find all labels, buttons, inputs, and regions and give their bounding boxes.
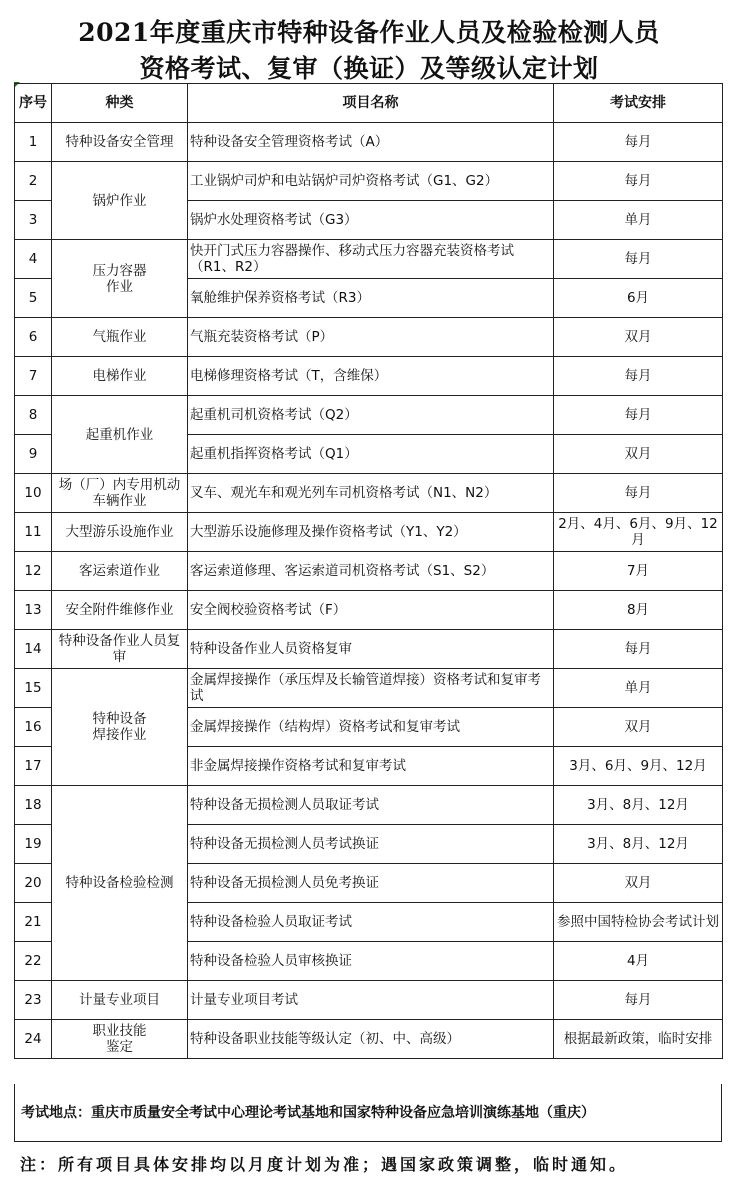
table-row — [15, 630, 723, 669]
table-row — [15, 786, 723, 825]
row-schedule: 4月 — [554, 942, 723, 981]
header-item: 项目名称 — [188, 84, 554, 123]
header-schedule: 考试安排 — [554, 84, 723, 123]
row-schedule: 7月 — [554, 552, 723, 591]
row-category: 大型游乐设施作业 — [52, 513, 188, 552]
page-title-line1: 2021年度重庆市特种设备作业人员及检验检测人员 — [78, 18, 660, 47]
row-number: 14 — [15, 630, 52, 669]
row-number: 4 — [15, 240, 52, 279]
row-schedule: 每月 — [554, 474, 723, 513]
row-category: 特种设备 焊接作业 — [52, 669, 188, 786]
row-item-name: 特种设备无损检测人员考试换证 — [188, 825, 554, 864]
row-item-name: 非金属焊接操作资格考试和复审考试 — [188, 747, 554, 786]
row-category: 职业技能 鉴定 — [52, 1020, 188, 1059]
row-number: 18 — [15, 786, 52, 825]
row-item-name: 特种设备职业技能等级认定（初、中、高级） — [188, 1020, 554, 1059]
row-number: 17 — [15, 747, 52, 786]
footer-note: 注：所有项目具体安排均以月度计划为准；遇国家政策调整，临时通知。 — [20, 1155, 629, 1174]
row-schedule: 每月 — [554, 162, 723, 201]
row-number: 7 — [15, 357, 52, 396]
row-number: 15 — [15, 669, 52, 708]
table-row — [15, 552, 723, 591]
row-item-name: 特种设备无损检测人员取证考试 — [188, 786, 554, 825]
row-item-name: 客运索道修理、客运索道司机资格考试（S1、S2） — [188, 552, 554, 591]
row-schedule: 单月 — [554, 201, 723, 240]
row-number: 9 — [15, 435, 52, 474]
row-number: 20 — [15, 864, 52, 903]
row-schedule: 根据最新政策，临时安排 — [554, 1020, 723, 1059]
row-item-name: 工业锅炉司炉和电站锅炉司炉资格考试（G1、G2） — [188, 162, 554, 201]
row-schedule: 每月 — [554, 396, 723, 435]
row-category: 场（厂）内专用机动车辆作业 — [52, 474, 188, 513]
row-schedule: 每月 — [554, 630, 723, 669]
row-category: 气瓶作业 — [52, 318, 188, 357]
row-item-name: 计量专业项目考试 — [188, 981, 554, 1020]
exam-location: 考试地点：重庆市质量安全考试中心理论考试基地和国家特种设备应急培训演练基地（重庆） — [14, 1084, 722, 1142]
header-no: 序号 — [15, 84, 52, 123]
table-row — [15, 240, 723, 279]
row-number: 22 — [15, 942, 52, 981]
row-schedule: 8月 — [554, 591, 723, 630]
row-schedule: 双月 — [554, 435, 723, 474]
row-item-name: 锅炉水处理资格考试（G3） — [188, 201, 554, 240]
row-category: 客运索道作业 — [52, 552, 188, 591]
row-schedule: 6月 — [554, 279, 723, 318]
row-schedule: 2月、4月、6月、9月、12月 — [554, 513, 723, 552]
row-item-name: 金属焊接操作（结构焊）资格考试和复审考试 — [188, 708, 554, 747]
row-item-name: 特种设备安全管理资格考试（A） — [188, 123, 554, 162]
row-schedule: 每月 — [554, 357, 723, 396]
row-item-name: 安全阀校验资格考试（F） — [188, 591, 554, 630]
row-category: 安全附件维修作业 — [52, 591, 188, 630]
row-category: 压力容器 作业 — [52, 240, 188, 318]
table-row — [15, 591, 723, 630]
table-row — [15, 474, 723, 513]
row-category: 电梯作业 — [52, 357, 188, 396]
row-item-name: 电梯修理资格考试（T，含维保） — [188, 357, 554, 396]
row-number: 1 — [15, 123, 52, 162]
table-row — [15, 669, 723, 708]
row-schedule: 3月、6月、9月、12月 — [554, 747, 723, 786]
row-number: 3 — [15, 201, 52, 240]
row-item-name: 金属焊接操作（承压焊及长输管道焊接）资格考试和复审考试 — [188, 669, 554, 708]
row-schedule: 单月 — [554, 669, 723, 708]
table-row — [15, 981, 723, 1020]
row-schedule: 双月 — [554, 864, 723, 903]
row-category: 特种设备检验检测 — [52, 786, 188, 981]
row-schedule: 每月 — [554, 240, 723, 279]
table-row — [15, 513, 723, 552]
row-schedule: 双月 — [554, 708, 723, 747]
row-number: 13 — [15, 591, 52, 630]
row-number: 16 — [15, 708, 52, 747]
row-schedule: 每月 — [554, 981, 723, 1020]
row-item-name: 特种设备检验人员取证考试 — [188, 903, 554, 942]
row-number: 10 — [15, 474, 52, 513]
table-row — [15, 357, 723, 396]
row-schedule: 每月 — [554, 123, 723, 162]
row-item-name: 氧舱维护保养资格考试（R3） — [188, 279, 554, 318]
table-row — [15, 318, 723, 357]
row-number: 8 — [15, 396, 52, 435]
row-number: 5 — [15, 279, 52, 318]
row-schedule: 3月、8月、12月 — [554, 786, 723, 825]
page-title-line2: 资格考试、复审（换证）及等级认定计划 — [139, 54, 599, 83]
row-number: 2 — [15, 162, 52, 201]
row-item-name: 快开门式压力容器操作、移动式压力容器充装资格考试（R1、R2） — [188, 240, 554, 279]
table-row — [15, 1020, 723, 1059]
row-schedule: 参照中国特检协会考试计划 — [554, 903, 723, 942]
table-body — [15, 123, 723, 1059]
row-number: 24 — [15, 1020, 52, 1059]
row-item-name: 大型游乐设施修理及操作资格考试（Y1、Y2） — [188, 513, 554, 552]
table-header-row — [15, 84, 723, 123]
exam-plan-table — [14, 83, 723, 1059]
row-item-name: 气瓶充装资格考试（P） — [188, 318, 554, 357]
row-schedule: 双月 — [554, 318, 723, 357]
table-row — [15, 162, 723, 201]
row-item-name: 特种设备检验人员审核换证 — [188, 942, 554, 981]
table-row — [15, 396, 723, 435]
row-category: 特种设备安全管理 — [52, 123, 188, 162]
row-number: 12 — [15, 552, 52, 591]
row-item-name: 特种设备无损检测人员免考换证 — [188, 864, 554, 903]
table-row — [15, 123, 723, 162]
row-item-name: 起重机司机资格考试（Q2） — [188, 396, 554, 435]
row-number: 11 — [15, 513, 52, 552]
row-number: 6 — [15, 318, 52, 357]
row-category: 特种设备作业人员复审 — [52, 630, 188, 669]
row-category: 计量专业项目 — [52, 981, 188, 1020]
row-item-name: 叉车、观光车和观光列车司机资格考试（N1、N2） — [188, 474, 554, 513]
row-schedule: 3月、8月、12月 — [554, 825, 723, 864]
row-number: 19 — [15, 825, 52, 864]
row-item-name: 特种设备作业人员资格复审 — [188, 630, 554, 669]
header-category: 种类 — [52, 84, 188, 123]
row-number: 21 — [15, 903, 52, 942]
row-category: 起重机作业 — [52, 396, 188, 474]
row-item-name: 起重机指挥资格考试（Q1） — [188, 435, 554, 474]
row-category: 锅炉作业 — [52, 162, 188, 240]
row-number: 23 — [15, 981, 52, 1020]
